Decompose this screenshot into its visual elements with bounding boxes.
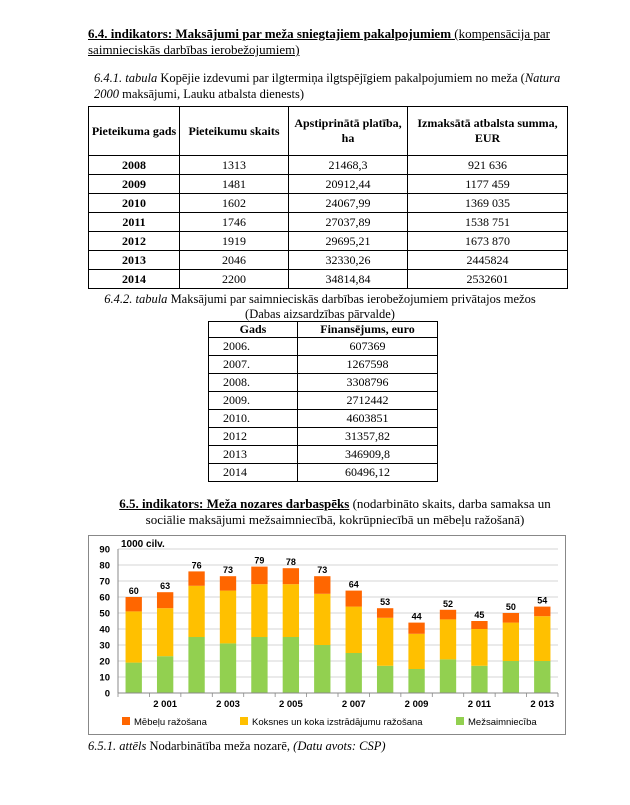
bar-segment-wood <box>188 586 204 637</box>
bar-segment-forestry <box>283 637 299 693</box>
bar-segment-forestry <box>408 669 424 693</box>
table-row <box>89 270 568 289</box>
table-row <box>209 446 438 464</box>
bar-segment-furniture <box>377 608 393 618</box>
bar-total-label: 76 <box>191 560 202 571</box>
bar-segment-furniture <box>220 576 236 590</box>
cell-area: 21468,3 <box>289 156 408 175</box>
cell-year: 2012 <box>209 428 298 446</box>
bar-segment-furniture <box>157 592 173 608</box>
cell-funding: 607369 <box>298 338 438 356</box>
figure-6-5-1-caption-text: Nodarbinātība meža nozarē, <box>146 739 294 753</box>
section-6-5-subtitle: (nodarbināto skaits, darba samaksa un sociālie maksājumi mežsaimniecībā, kokrūpniecībā un mēbeļu ražošanā) <box>145 496 551 527</box>
cell-area: 34814,84 <box>289 270 408 289</box>
employment-chart <box>88 535 566 735</box>
bar-segment-furniture <box>314 576 330 594</box>
cell-year: 2013 <box>209 446 298 464</box>
bar-total-label: 79 <box>254 555 265 566</box>
section-6-4-title: 6.4. indikators: Maksājumi par meža sniegtajiem pakalpojumiem <box>88 26 452 41</box>
bar-segment-furniture <box>126 597 142 611</box>
bar-total-label: 44 <box>411 611 422 622</box>
chart-legend <box>122 717 537 728</box>
cell-funding: 1267598 <box>298 356 438 374</box>
bar-segment-furniture <box>251 567 267 585</box>
cell-area: 24067,99 <box>289 194 408 213</box>
cell-year: 2013 <box>89 251 180 270</box>
cell-year: 2010. <box>209 410 298 428</box>
bar-segment-wood <box>440 619 456 659</box>
bar-segment-wood <box>220 591 236 644</box>
cell-count: 1602 <box>180 194 289 213</box>
bar-segment-furniture <box>534 607 550 617</box>
table-row <box>89 175 568 194</box>
legend-label: Mežsaimniecība <box>468 717 537 728</box>
bar-total-label: 50 <box>505 602 516 612</box>
y-tick-label: 40 <box>99 624 110 636</box>
bar-segment-furniture <box>503 613 519 623</box>
bar-segment-forestry <box>188 637 204 693</box>
col-header-count: Pieteikumu skaits <box>180 107 289 156</box>
cell-year: 2009. <box>209 392 298 410</box>
y-tick-label: 20 <box>99 656 110 668</box>
cell-amount: 1177 459 <box>408 175 568 194</box>
legend-swatch <box>122 717 130 725</box>
table-row <box>209 410 438 428</box>
table-row <box>89 156 568 175</box>
table-header-row <box>209 322 438 338</box>
bar-segment-forestry <box>471 666 487 693</box>
table-6-4-2-caption-text: Maksājumi par saimnieciskās darbības ierobežojumiem privātajos mežos (Dabas aizsardzības pārvalde) <box>167 292 536 321</box>
cell-amount: 2445824 <box>408 251 568 270</box>
bar-segment-wood <box>346 607 362 653</box>
cell-area: 29695,21 <box>289 232 408 251</box>
cell-amount: 921 636 <box>408 156 568 175</box>
x-tick-label: 2 007 <box>341 699 366 710</box>
cell-funding: 31357,82 <box>298 428 438 446</box>
y-tick-label: 70 <box>99 576 110 588</box>
cell-year: 2011 <box>89 213 180 232</box>
bar-total-label: 52 <box>442 598 454 609</box>
col-header-amount: Izmaksātā atbalsta summa, EUR <box>408 107 568 156</box>
y-tick-label: 0 <box>104 688 110 700</box>
table-header-row <box>89 107 568 156</box>
bar-segment-furniture <box>188 571 204 585</box>
cell-amount: 2532601 <box>408 270 568 289</box>
cell-funding: 60496,12 <box>298 464 438 482</box>
table-row <box>209 338 438 356</box>
section-6-4-subtitle: (kompensācija par saimnieciskās darbības ierobežojumiem) <box>88 26 550 57</box>
bar-segment-wood <box>503 623 519 661</box>
figure-6-5-1-source: (Datu avots: CSP) <box>293 739 386 753</box>
cell-area: 32330,26 <box>289 251 408 270</box>
cell-area: 20912,44 <box>289 175 408 194</box>
bar-segment-furniture <box>471 621 487 629</box>
figure-6-5-1-label: 6.5.1. attēls <box>88 739 147 753</box>
table-row <box>89 232 568 251</box>
cell-area: 27037,89 <box>289 213 408 232</box>
cell-amount: 1673 870 <box>408 232 568 251</box>
table-6-4-2-label: 6.4.2. tabula <box>104 292 168 306</box>
bar-segment-forestry <box>346 653 362 693</box>
y-tick-label: 50 <box>99 608 110 620</box>
x-tick-label: 2 009 <box>404 699 429 710</box>
legend-label: Mēbeļu ražošana <box>134 717 207 728</box>
bar-segment-furniture <box>346 591 362 607</box>
bar-segment-forestry <box>220 643 236 693</box>
col-header-funding: Finansējums, euro <box>298 322 438 338</box>
table-6-4-2-caption <box>100 292 540 322</box>
table-row <box>209 374 438 392</box>
table-row <box>209 356 438 374</box>
bar-segment-wood <box>251 584 267 637</box>
bar-total-label: 45 <box>474 610 485 620</box>
bar-segment-wood <box>534 616 550 661</box>
legend-swatch <box>240 717 248 725</box>
bar-segment-forestry <box>314 645 330 693</box>
bar-segment-wood <box>377 618 393 666</box>
figure-6-5-1-caption <box>88 739 386 754</box>
bar-segment-furniture <box>283 568 299 584</box>
table-row <box>89 251 568 270</box>
table-6-4-1-caption <box>94 70 564 102</box>
bar-segment-wood <box>471 629 487 666</box>
table-6-4-1 <box>88 106 568 289</box>
bar-segment-wood <box>314 594 330 645</box>
table-row <box>89 194 568 213</box>
bar-segment-furniture <box>408 623 424 634</box>
col-header-year: Pieteikuma gads <box>89 107 180 156</box>
cell-amount: 1538 751 <box>408 213 568 232</box>
cell-funding: 4603851 <box>298 410 438 428</box>
section-6-5-title: 6.5. indikators: Meža nozares darbaspēks <box>119 496 350 511</box>
x-tick-label: 2 013 <box>530 699 555 710</box>
cell-year: 2010 <box>89 194 180 213</box>
bar-segment-forestry <box>377 666 393 693</box>
bar-total-label: 78 <box>285 557 296 568</box>
cell-amount: 1369 035 <box>408 194 568 213</box>
x-tick-label: 2 001 <box>153 699 178 710</box>
cell-year: 2009 <box>89 175 180 194</box>
cell-count: 2200 <box>180 270 289 289</box>
cell-year: 2008. <box>209 374 298 392</box>
bar-segment-furniture <box>440 610 456 620</box>
cell-year: 2008 <box>89 156 180 175</box>
col-header-area: Apstiprinātā platība, ha <box>289 107 408 156</box>
legend-label: Koksnes un koka izstrādājumu ražošana <box>252 717 423 728</box>
col-header-year: Gads <box>209 322 298 338</box>
y-tick-label: 80 <box>99 560 110 572</box>
bar-total-label: 64 <box>348 579 359 590</box>
cell-count: 1919 <box>180 232 289 251</box>
table-row <box>209 392 438 410</box>
section-6-4-heading <box>88 26 568 58</box>
cell-funding: 3308796 <box>298 374 438 392</box>
bar-total-label: 60 <box>128 586 139 596</box>
bar-segment-wood <box>157 608 173 656</box>
y-tick-label: 30 <box>99 640 110 652</box>
bar-total-label: 73 <box>222 565 234 576</box>
table-6-4-1-caption-text-b: maksājumi, Lauku atbalsta dienests) <box>119 87 305 101</box>
bar-segment-forestry <box>126 663 142 693</box>
bar-total-label: 54 <box>537 595 548 606</box>
bar-segment-wood <box>126 611 142 662</box>
section-6-5-heading <box>100 496 570 528</box>
x-tick-label: 2 005 <box>278 699 303 710</box>
cell-year: 2014 <box>209 464 298 482</box>
bar-segment-forestry <box>157 656 173 693</box>
cell-year: 2012 <box>89 232 180 251</box>
table-6-4-1-caption-italic: Natura 2000 <box>94 71 561 101</box>
legend-swatch <box>456 717 464 725</box>
bar-total-label: 53 <box>380 597 391 608</box>
cell-year: 2014 <box>89 270 180 289</box>
table-6-4-1-label: 6.4.1. tabula <box>94 71 158 85</box>
cell-count: 2046 <box>180 251 289 270</box>
cell-funding: 2712442 <box>298 392 438 410</box>
y-tick-label: 10 <box>99 672 110 684</box>
table-row <box>89 213 568 232</box>
bar-segment-forestry <box>251 637 267 693</box>
x-tick-label: 2 011 <box>467 699 492 710</box>
cell-year: 2007. <box>209 356 298 374</box>
cell-count: 1481 <box>180 175 289 194</box>
table-6-4-1-caption-text-a: Kopējie izdevumi par ilgtermiņa ilgtspējīgiem pakalpojumiem no meža ( <box>157 71 525 85</box>
x-tick-label: 2 003 <box>216 699 240 710</box>
table-6-4-2 <box>208 321 438 482</box>
bar-segment-wood <box>408 634 424 669</box>
y-tick-label: 90 <box>99 544 110 556</box>
cell-funding: 346909,8 <box>298 446 438 464</box>
table-row <box>209 464 438 482</box>
cell-count: 1313 <box>180 156 289 175</box>
bar-segment-forestry <box>534 661 550 693</box>
bar-segment-wood <box>283 584 299 637</box>
bar-total-label: 63 <box>160 581 171 592</box>
bar-segment-forestry <box>503 661 519 693</box>
chart-unit-label: 1000 cilv. <box>121 539 165 550</box>
cell-count: 1746 <box>180 213 289 232</box>
bar-total-label: 73 <box>317 565 328 576</box>
y-tick-label: 60 <box>99 592 110 604</box>
bar-segment-forestry <box>440 659 456 693</box>
cell-year: 2006. <box>209 338 298 356</box>
table-row <box>209 428 438 446</box>
